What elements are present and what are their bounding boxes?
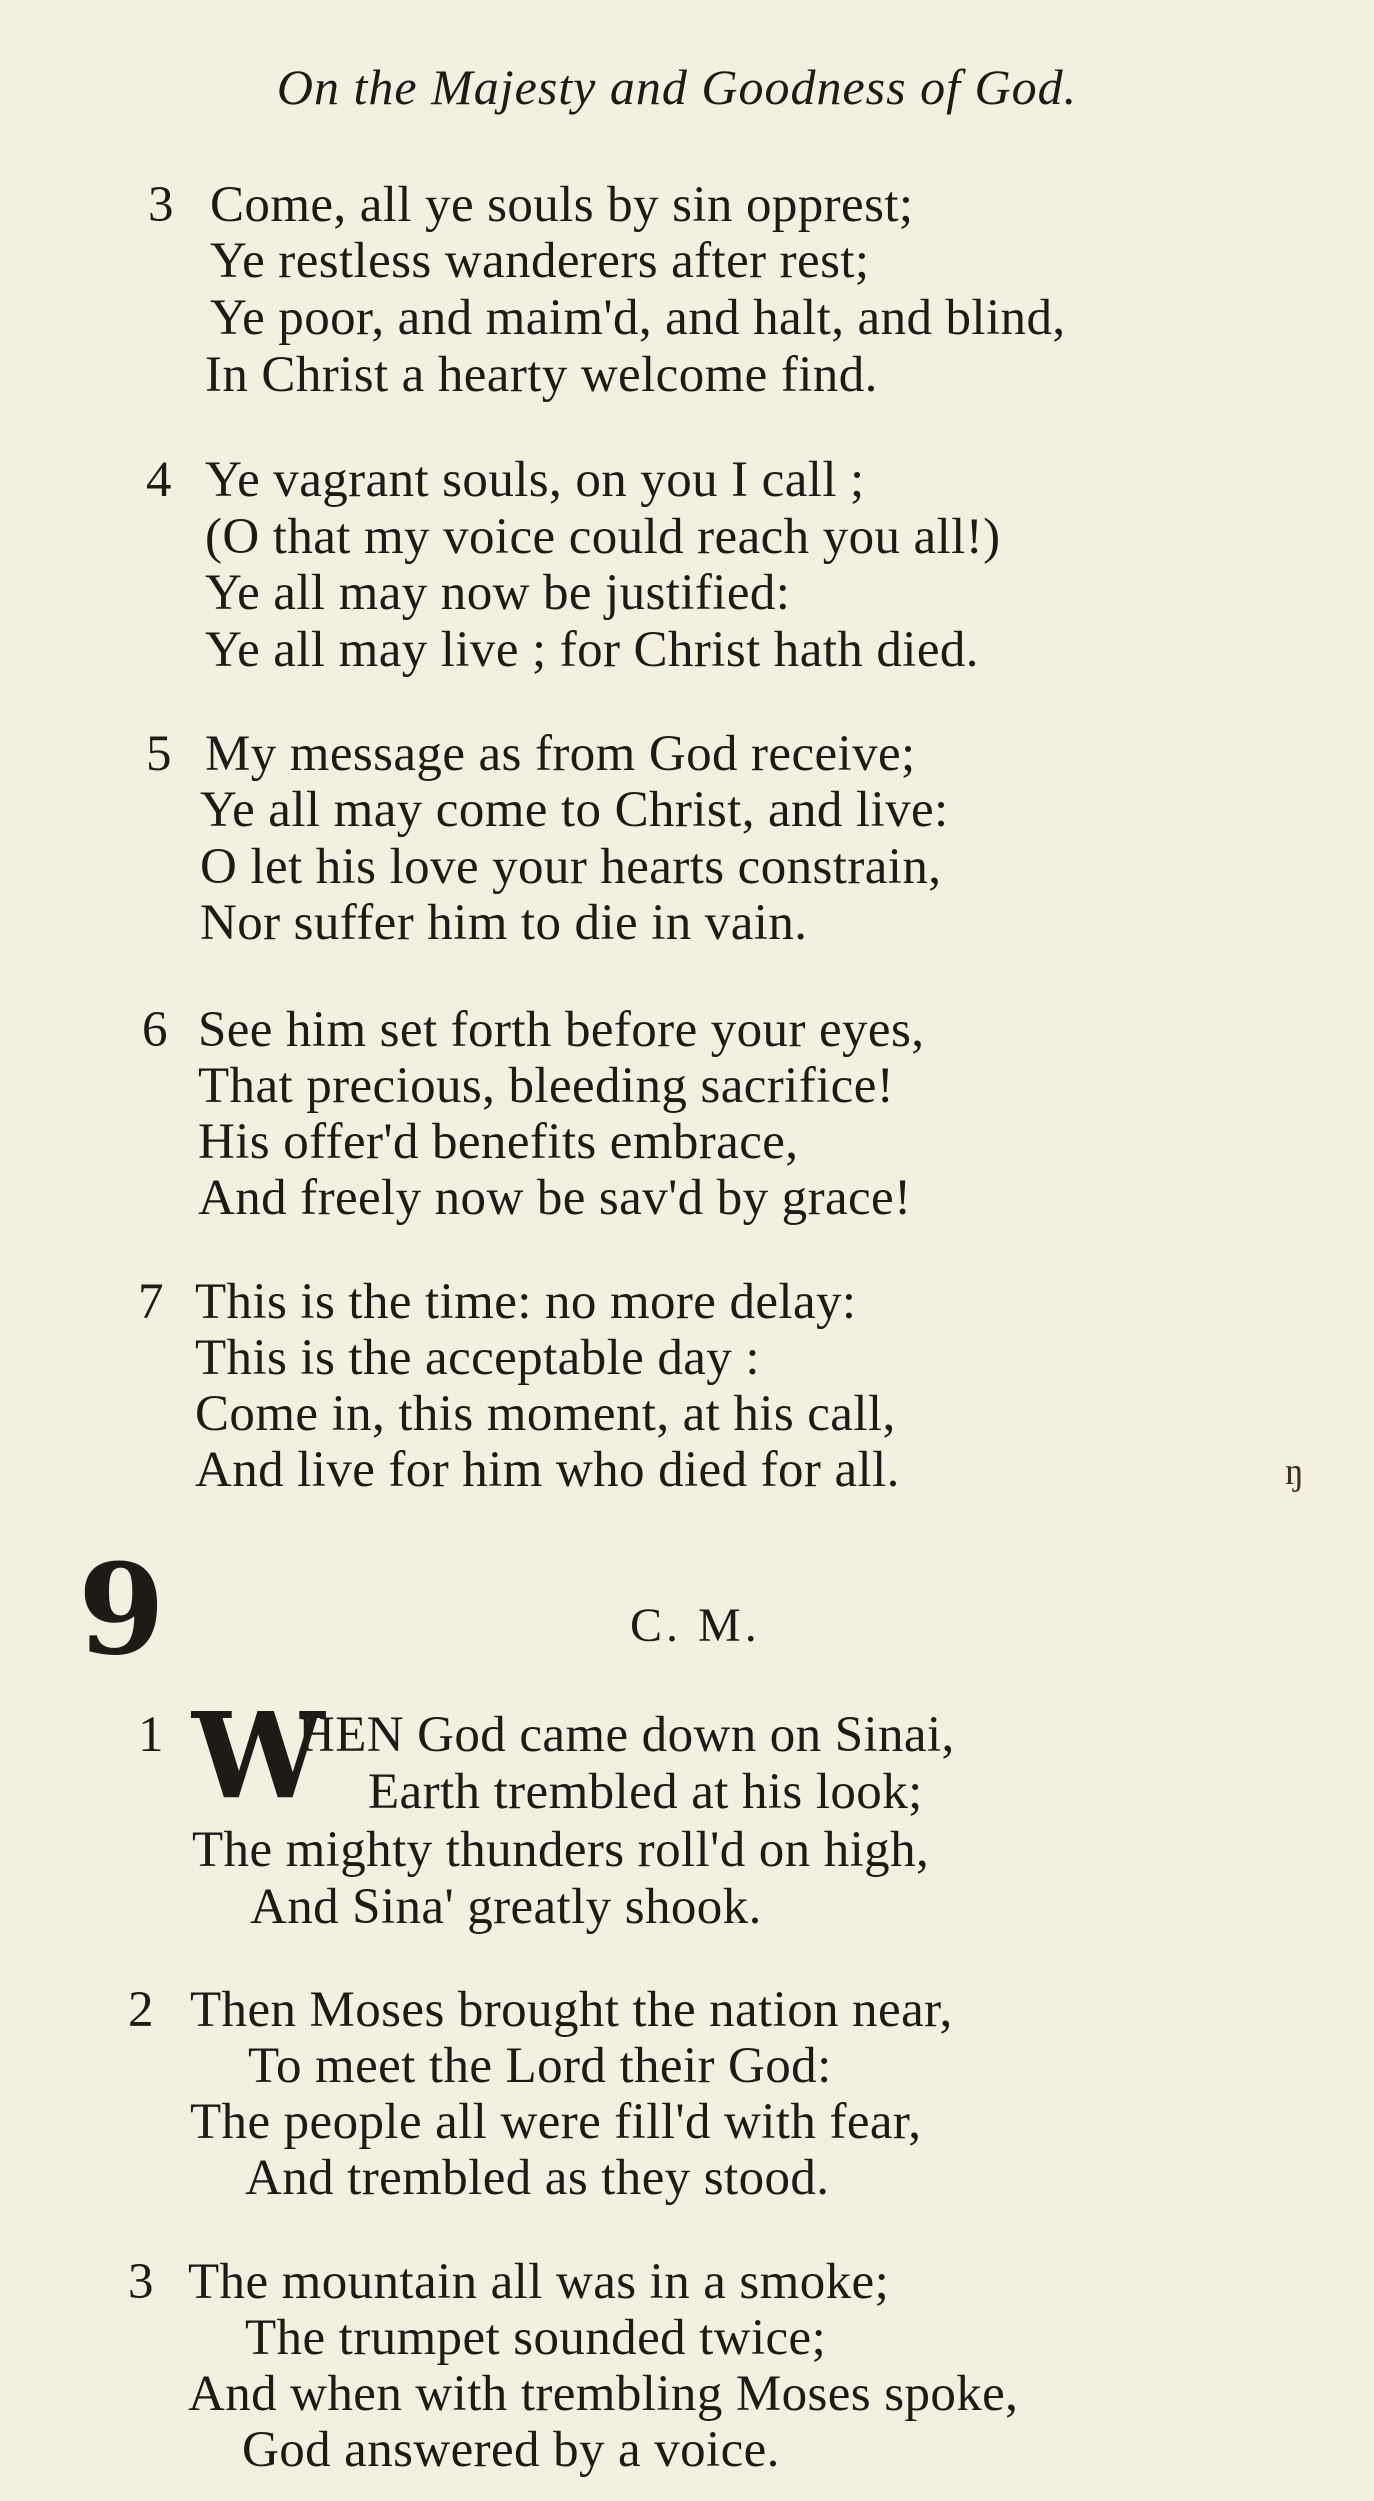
- hymn-number: 9: [78, 1537, 165, 1683]
- verse-line: In Christ a hearty welcome find.: [205, 347, 878, 403]
- verse-line: That precious, bleeding sacrifice!: [198, 1058, 895, 1114]
- verse-line: The trumpet sounded twice;: [245, 2310, 827, 2366]
- verse-number: 3: [148, 177, 174, 233]
- verse-line: And Sina' greatly shook.: [250, 1879, 762, 1935]
- verse-number: 5: [146, 726, 172, 782]
- catchword-mark: ŋ: [1285, 1451, 1304, 1493]
- verse-line: Come, all ye souls by sin opprest;: [210, 177, 914, 233]
- verse-line: The mountain all was in a smoke;: [188, 2254, 890, 2310]
- verse-number: 3: [128, 2254, 154, 2310]
- verse-line: Ye poor, and maim'd, and halt, and blind,: [210, 290, 1066, 346]
- verse-line: My message as from God receive;: [205, 726, 916, 782]
- verse-line: HEN God came down on Sinai,: [298, 1707, 955, 1763]
- verse-line: And freely now be sav'd by grace!: [198, 1170, 912, 1226]
- verse-line: Ye restless wanderers after rest;: [210, 233, 870, 289]
- verse-line: His offer'd benefits embrace,: [198, 1114, 799, 1170]
- verse-line: Then Moses brought the nation near,: [190, 1982, 953, 2038]
- verse-line: Nor suffer him to die in vain.: [200, 895, 808, 951]
- verse-line: Come in, this moment, at his call,: [195, 1386, 896, 1442]
- hymn-meter: C. M.: [630, 1599, 761, 1652]
- running-header-text: On the Majesty and Goodness of God.: [276, 59, 1078, 115]
- verse-line: This is the time: no more delay:: [195, 1274, 857, 1330]
- drop-cap: W: [192, 1686, 325, 1825]
- verse-line: This is the acceptable day :: [195, 1330, 760, 1386]
- verse-number: 4: [146, 452, 172, 508]
- verse-line: Ye all may live ; for Christ hath died.: [205, 622, 979, 678]
- verse-number: 1: [138, 1707, 164, 1763]
- verse-line: God answered by a voice.: [242, 2422, 780, 2478]
- verse-line: Earth trembled at his look;: [368, 1764, 923, 1820]
- verse-line: The mighty thunders roll'd on high,: [192, 1822, 930, 1878]
- verse-line: (O that my voice could reach you all!): [205, 509, 1001, 565]
- verse-line: And live for him who died for all.: [195, 1442, 900, 1498]
- verse-line: And trembled as they stood.: [245, 2150, 830, 2206]
- verse-line: Ye all may come to Christ, and live:: [200, 782, 949, 838]
- verse-line: To meet the Lord their God:: [248, 2038, 832, 2094]
- verse-line: See him set forth before your eyes,: [198, 1002, 925, 1058]
- verse-line: And when with trembling Moses spoke,: [188, 2366, 1019, 2422]
- verse-number: 7: [138, 1274, 164, 1330]
- running-header: [0, 58, 1374, 116]
- verse-line: Ye all may now be justified:: [205, 565, 791, 621]
- verse-line: The people all were fill'd with fear,: [190, 2094, 922, 2150]
- verse-number: 6: [142, 1002, 168, 1058]
- verse-line: Ye vagrant souls, on you I call ;: [205, 452, 865, 508]
- verse-number: 2: [128, 1982, 154, 2038]
- verse-line: O let his love your hearts constrain,: [200, 839, 942, 895]
